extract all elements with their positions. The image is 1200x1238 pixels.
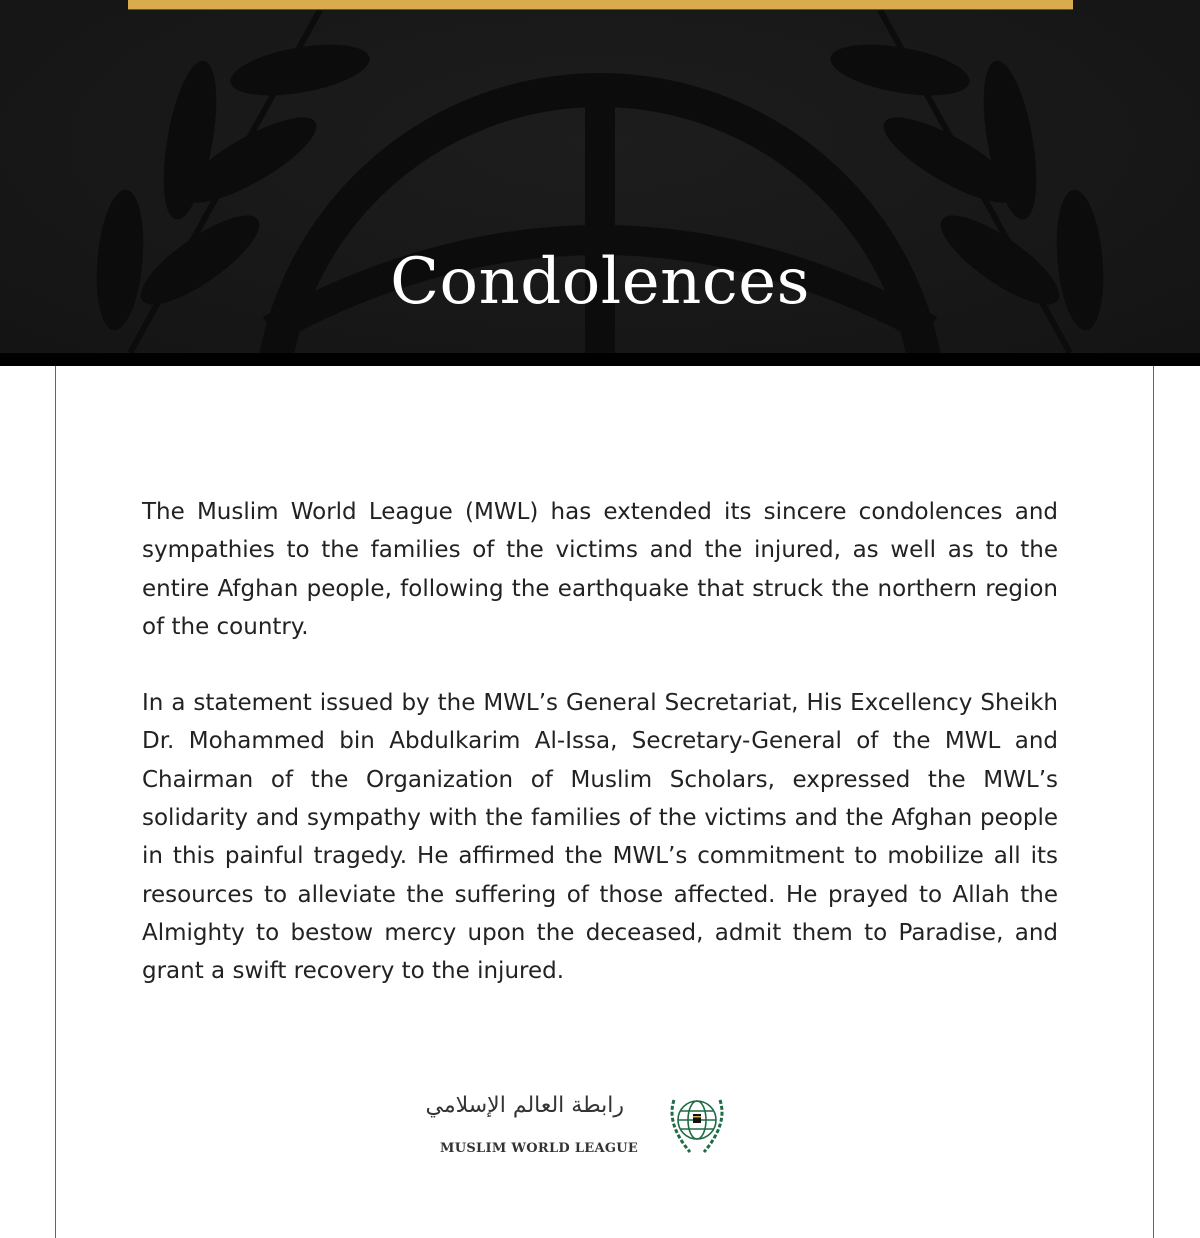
article-body [142, 493, 1058, 1029]
logo-english-text: MUSLIM WORLD LEAGUE [440, 1141, 639, 1156]
frame-border-left [55, 366, 56, 1238]
header-divider [0, 353, 1200, 366]
globe-laurel-emblem-icon [664, 1086, 730, 1158]
frame-border-right [1153, 366, 1154, 1238]
mwl-logo [425, 1084, 730, 1164]
page-title: Condolences [390, 245, 810, 319]
paragraph: The Muslim World League (MWL) has extended its sincere condolences and sympathies to the families of the victims and the injured, as well as to the entire Afghan people, following the earthquake that struck the northern region of the country. [142, 499, 1058, 640]
logo-arabic-text: رابطة العالم الإسلامي [425, 1093, 624, 1118]
paragraph: In a statement issued by the MWL’s General Secretariat, His Excellency Sheikh Dr. Mohammed bin Abdulkarim Al-Issa, Secretary-General of the MWL and Chairman of the Organization of Muslim Scholars, expressed the MWL’s solidarity and sympathy with the families of the victims and the Afghan people in this painful tragedy. He affirmed the MWL’s commitment to mobilize all its resources to alleviate the suffering of those affected. He prayed to Allah the Almighty to bestow mercy upon the deceased, admit them to Paradise, and grant a swift recovery to the injured. [142, 690, 1058, 985]
gold-accent-bar [128, 0, 1073, 10]
header-banner [0, 0, 1200, 353]
